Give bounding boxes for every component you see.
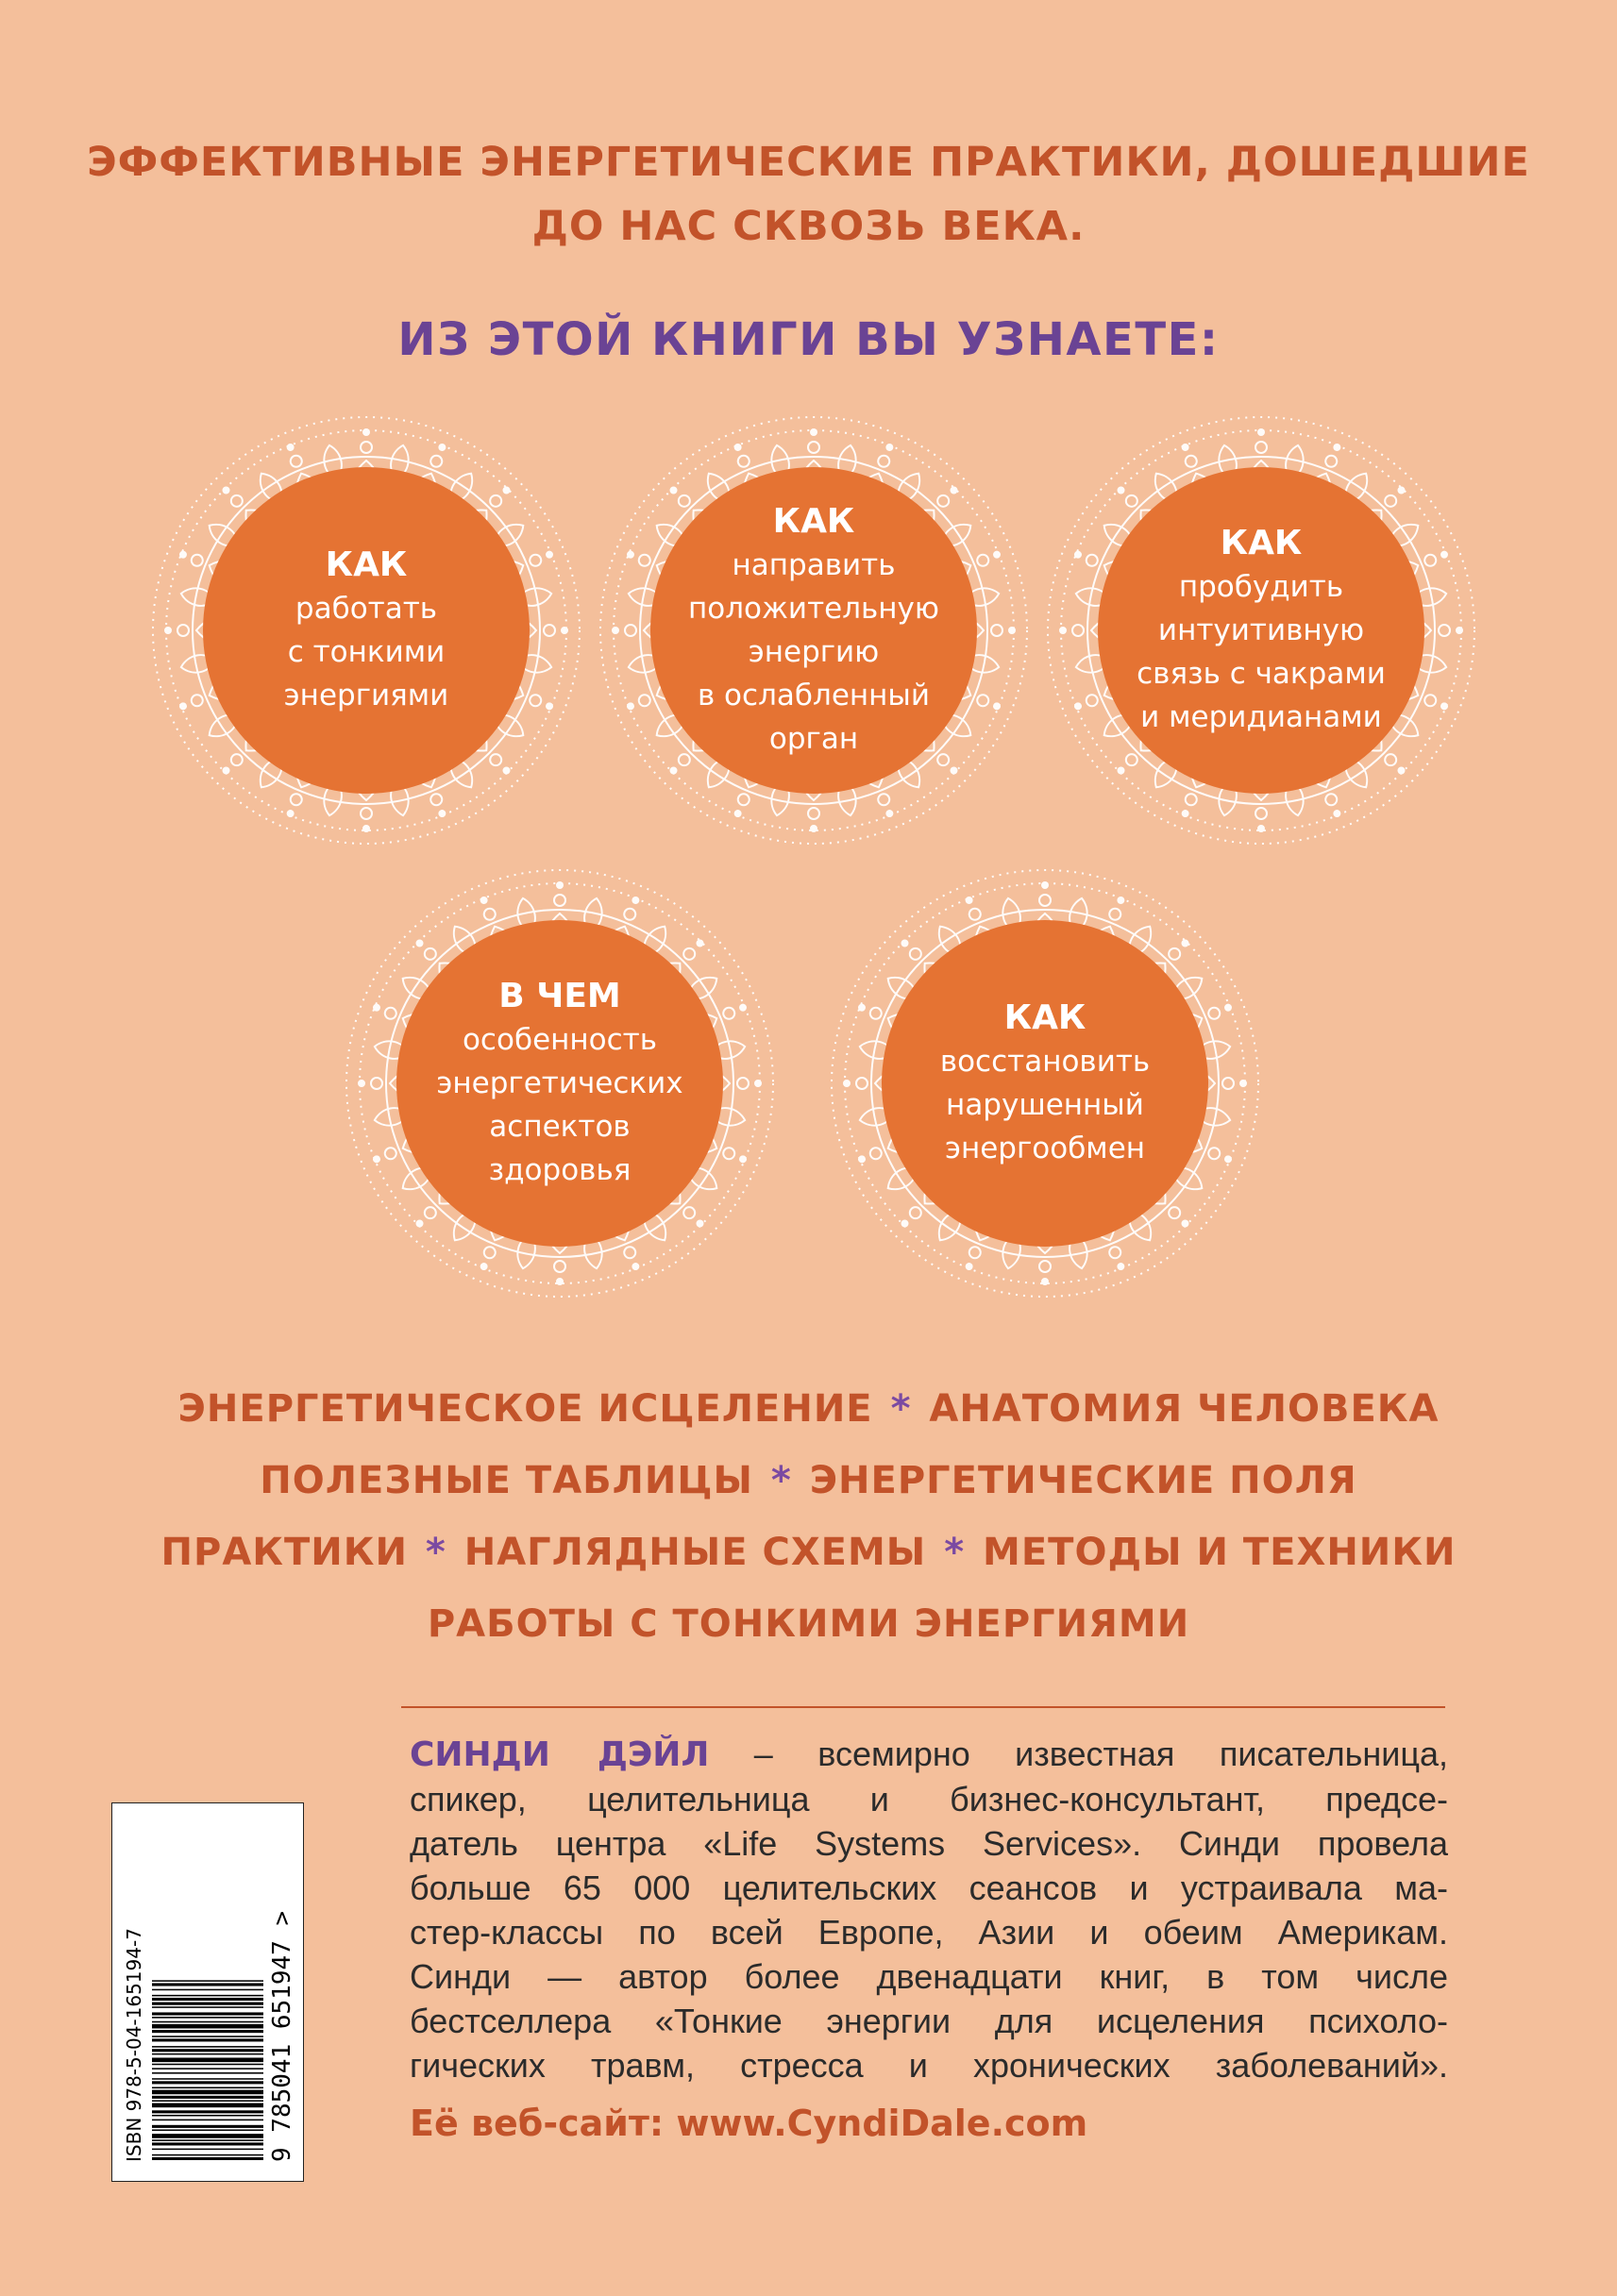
intro-line-2: ДО НАС СКВОЗЬ ВЕКА. <box>531 203 1086 250</box>
benefit-line: с тонкими <box>287 635 446 669</box>
barcode-bar <box>152 2012 263 2015</box>
star-separator-icon: * <box>425 1531 446 1574</box>
barcode-bar <box>152 2149 263 2151</box>
benefit-line: здоровья <box>488 1153 632 1187</box>
topics-row-2 <box>0 1445 1617 1517</box>
benefit-circle-5 <box>882 920 1208 1247</box>
topics-row-4 <box>0 1588 1617 1660</box>
barcode-bar <box>152 1983 263 1986</box>
barcode-bar <box>152 2103 263 2108</box>
topic-item: АНАТОМИЯ ЧЕЛОВЕКА <box>929 1387 1440 1431</box>
barcode-bar <box>152 2078 263 2080</box>
benefit-line: интуитивную <box>1157 613 1365 647</box>
bio-line: стер-классы по всей Европе, Азии и обеим Америкам. <box>410 1913 1448 1952</box>
barcode-bar <box>152 1980 263 1982</box>
barcode-bar <box>152 2142 263 2145</box>
topics-list <box>0 1373 1617 1660</box>
benefit-heading: КАК <box>1003 998 1086 1037</box>
barcode-bar <box>152 2053 263 2055</box>
benefit-mandala-4 <box>333 857 786 1310</box>
benefit-heading: КАК <box>325 545 408 584</box>
bio-line: гических травм, стресса и хронических заболеваний». <box>410 2046 1448 2085</box>
barcode-bar <box>152 2154 263 2156</box>
topic-item: ЭНЕРГЕТИЧЕСКОЕ ИСЦЕЛЕНИЕ <box>177 1387 873 1431</box>
benefit-circle-2 <box>650 467 977 794</box>
bio-line: Синди — автор более двенадцати книг, в том числе <box>410 1957 1448 1996</box>
star-separator-icon: * <box>944 1531 966 1574</box>
star-separator-icon: * <box>770 1459 792 1502</box>
benefit-mandala-1 <box>140 404 593 857</box>
intro-line-1: ЭФФЕКТИВНЫЕ ЭНЕРГЕТИЧЕСКИЕ ПРАКТИКИ, ДОШЕДШИЕ <box>87 139 1530 186</box>
intro-text <box>0 130 1617 259</box>
benefit-line: энергообмен <box>944 1131 1146 1165</box>
barcode-bar <box>152 2134 263 2138</box>
barcode-bar <box>152 2120 263 2121</box>
barcode-bar <box>152 1998 263 2001</box>
topic-item: ПОЛЕЗНЫЕ ТАБЛИЦЫ <box>260 1459 753 1502</box>
author-name: СИНДИ ДЭЙЛ <box>410 1735 710 1774</box>
barcode-bar <box>152 2110 263 2113</box>
isbn-barcode <box>111 1802 304 2182</box>
benefit-mandala-3 <box>1035 404 1488 857</box>
benefit-line: энергетических <box>436 1066 683 1100</box>
star-separator-icon: * <box>890 1387 912 1431</box>
barcode-bar <box>152 2072 263 2074</box>
barcode-bar <box>152 2090 263 2095</box>
topics-row-1 <box>0 1373 1617 1445</box>
barcode-bar <box>152 1989 263 1991</box>
benefit-mandala-5 <box>818 857 1272 1310</box>
bio-line: бестселлера «Тонкие энергии для исцеления психоло- <box>410 2002 1448 2040</box>
barcode-bar <box>152 2139 263 2141</box>
barcode-bar <box>152 2100 263 2102</box>
barcode-bar <box>152 2115 263 2117</box>
benefit-circle-3 <box>1098 467 1424 794</box>
author-website: Её веб-сайт: www.CyndiDale.com <box>410 2103 1088 2144</box>
benefit-heading: КАК <box>1220 524 1303 562</box>
bio-line: датель центра «Life Systems Services». Синди провела <box>410 1824 1448 1863</box>
barcode-bar <box>152 2017 263 2019</box>
benefit-line: направить <box>732 548 896 582</box>
benefit-line: положительную <box>687 592 939 626</box>
barcode-bar <box>152 2125 263 2128</box>
benefit-circle-4 <box>396 920 723 1247</box>
barcode-bar <box>152 2003 263 2005</box>
benefit-mandala-2 <box>587 404 1040 857</box>
barcode-bar <box>152 2049 263 2052</box>
benefit-circle-1 <box>203 467 530 794</box>
barcode-bar <box>152 2081 263 2084</box>
benefit-line: связь с чакрами <box>1137 657 1386 691</box>
barcode-bars <box>152 1980 263 2160</box>
benefit-heading: В ЧЕМ <box>498 977 621 1015</box>
bio-text: – всемирно известная писательница, <box>753 1735 1448 1773</box>
learn-heading: ИЗ ЭТОЙ КНИГИ ВЫ УЗНАЕТЕ: <box>397 313 1220 366</box>
isbn-text: ISBN 978-5-04-165194-7 <box>123 1928 145 2162</box>
bio-line <box>410 1732 1448 1777</box>
topic-item: МЕТОДЫ И ТЕХНИКИ <box>983 1531 1457 1574</box>
barcode-bar <box>152 2096 263 2099</box>
benefit-line: восстановить <box>939 1045 1151 1079</box>
barcode-bar <box>152 2068 263 2070</box>
benefit-line: работать <box>295 592 438 626</box>
benefit-line: особенность <box>462 1023 658 1057</box>
barcode-bar <box>152 2087 263 2089</box>
barcode-bar <box>152 2024 263 2029</box>
barcode-bar <box>152 2036 263 2037</box>
author-bio <box>410 1732 1448 2087</box>
barcode-bar <box>152 2021 263 2023</box>
divider-line <box>401 1706 1445 1708</box>
barcode-bar <box>152 2038 263 2041</box>
barcode-bar <box>152 2046 263 2048</box>
bio-line: больше 65 000 целительских сеансов и устраивала ма- <box>410 1869 1448 1907</box>
benefit-line: орган <box>768 722 859 756</box>
benefit-heading: КАК <box>772 502 855 541</box>
topic-item: РАБОТЫ С ТОНКИМИ ЭНЕРГИЯМИ <box>427 1602 1190 1646</box>
benefit-line: энергиями <box>283 679 449 712</box>
barcode-bar <box>152 2064 263 2066</box>
benefit-line: и меридианами <box>1140 700 1382 734</box>
benefit-line: в ослабленный <box>697 679 931 712</box>
bio-line: спикер, целительница и бизнес-консультант, предсе- <box>410 1780 1448 1818</box>
benefit-line: пробудить <box>1178 570 1344 604</box>
topics-row-3 <box>0 1517 1617 1588</box>
barcode-digits: 9 785041 651947 > <box>268 1910 296 2162</box>
topic-item: ЭНЕРГЕТИЧЕСКИЕ ПОЛЯ <box>809 1459 1357 1502</box>
barcode-bar <box>152 2129 263 2131</box>
benefit-line: нарушенный <box>946 1088 1144 1122</box>
barcode-bar <box>152 2030 263 2033</box>
topic-item: ПРАКТИКИ <box>160 1531 408 1574</box>
barcode-bar <box>152 2006 263 2008</box>
barcode-bar <box>152 1995 263 1997</box>
barcode-bar <box>152 2157 263 2160</box>
barcode-bar <box>152 2058 263 2063</box>
benefit-line: энергию <box>748 635 880 669</box>
topic-item: НАГЛЯДНЫЕ СХЕМЫ <box>463 1531 927 1574</box>
benefit-line: аспектов <box>489 1110 631 1144</box>
